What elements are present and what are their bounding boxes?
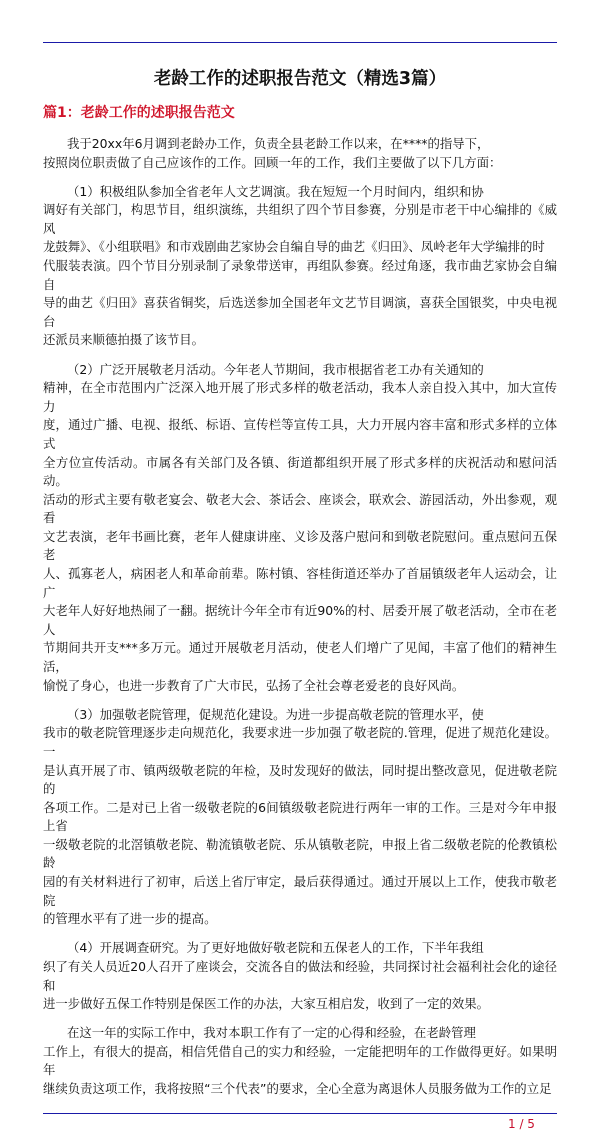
- paragraph-line: 园的有关材料进行了初审，后送上省厅审定，最后获得通过。通过开展以上工作，使我市敬老院: [43, 874, 557, 908]
- paragraph-line: 活动的形式主要有敬老宴会、敬老大会、茶话会、座谈会，联欢会、游园活动，外出参观，观看: [43, 491, 557, 526]
- footer-rule: [43, 1113, 557, 1114]
- paragraph-line: 愉悦了身心，也进一步教育了广大市民，弘扬了全社会尊老爱老的良好风尚。: [43, 677, 465, 693]
- paragraph-line: （1）积极组队参加全省老年人文艺调演。我在短短一个月时间内，组织和协: [67, 183, 484, 199]
- document-body: [43, 135, 557, 1099]
- paragraph-line: 代服装表演。四个节目分别录制了录象带送审，再组队参赛。经过角逐，我市曲艺家协会自编自: [43, 258, 557, 292]
- header-rule: [43, 42, 557, 43]
- paragraph-line: （3）加强敬老院管理，促规范化建设。为进一步提高敬老院的管理水平，使: [67, 706, 484, 722]
- paragraph-line: 一级敬老院的北滘镇敬老院、勒流镇敬老院、乐从镇敬老院，申报上省二级敬老院的伦教镇松龄: [43, 836, 557, 871]
- page-number: 1 / 5: [508, 1116, 535, 1131]
- paragraph-line: 按照岗位职责做了自己应该作的工作。回顾一年的工作，我们主要做了以下几方面：: [43, 154, 502, 170]
- paragraph-line: （2）广泛开展敬老月活动。今年老人节期间，我市根据省老工办有关通知的: [67, 361, 484, 377]
- paragraph: [43, 361, 557, 696]
- paragraph: [43, 706, 557, 929]
- paragraph-line: 节期间共开支***多万元。通过开展敬老月活动，使老人们增广了见闻，丰富了他们的精神生活，: [43, 640, 557, 675]
- paragraph-line: 全方位宣传活动。市属各有关部门及各镇、街道都组织开展了形式多样的庆祝活动和慰问活动。: [43, 454, 557, 489]
- paragraph-line: 度，通过广播、电视、报纸、标语、宣传栏等宣传工具，大力开展内容丰富和形式多样的立体式: [43, 417, 557, 451]
- paragraph-line: 人、孤寡老人，病困老人和革命前辈。陈村镇、容桂街道还举办了首届镇级老年人运动会，让广: [43, 566, 557, 600]
- paragraph-line: 继续负责这项工作，我将按照“三个代表”的要求，全心全意为离退休人员服务做为工作的立足: [43, 1081, 552, 1096]
- paragraph-line: 织了有关人员近20人召开了座谈会，交流各自的做法和经验，共同探讨社会福利社会化的途径和: [43, 958, 557, 993]
- paragraph-line: 导的曲艺《归田》喜获省铜奖，后选送参加全国老年文艺节目调演，喜获全国银奖，中央电视台: [43, 295, 557, 329]
- paragraph-line: 调好有关部门，构思节目，组织演练，共组织了四个节目参赛，分别是市老干中心编排的《威风: [43, 202, 557, 236]
- paragraph-line: 各项工作。二是对已上省一级敬老院的6间镇级敬老院进行两年一审的工作。三是对今年申报上省: [43, 799, 557, 834]
- paragraph-line: （4）开展调查研究。为了更好地做好敬老院和五保老人的工作，下半年我组: [67, 940, 484, 956]
- paragraph-line: 文艺表演，老年书画比赛，老年人健康讲座、义诊及落户慰问和到敬老院慰问。重点慰问五保老: [43, 528, 557, 563]
- paragraph-line: 是认真开展了市、镇两级敬老院的年检，及时发现好的做法，同时提出整改意见，促进敬老院的: [43, 762, 557, 797]
- paragraph: [43, 1024, 557, 1098]
- paragraph-line: 的管理水平有了进一步的提高。: [43, 911, 217, 927]
- paragraph-line: 在这一年的实际工作中，我对本职工作有了一定的心得和经验，在老龄管理: [67, 1025, 476, 1041]
- paragraph-line: 进一步做好五保工作特别是保医工作的办法，大家互相启发，收到了一定的效果。: [43, 996, 490, 1012]
- document-title: 老龄工作的述职报告范文（精选3篇）: [153, 69, 447, 89]
- paragraph: [43, 183, 557, 350]
- document-page: [43, 0, 557, 1144]
- paragraph-line: 还派员来顺德拍摄了该节目。: [43, 332, 205, 348]
- paragraph: [43, 939, 557, 1013]
- paragraph-line: 工作上，有很大的提高，相信凭借自己的实力和经验，一定能把明年的工作做得更好。如果明年: [43, 1043, 557, 1078]
- section-heading: 篇1：老龄工作的述职报告范文: [43, 105, 235, 121]
- paragraph-line: 龙鼓舞》、《小组联唱》和市戏剧曲艺家协会自编自导的曲艺《归田》、凤岭老年大学编排的时: [43, 239, 545, 255]
- paragraph-line: 精神，在全市范围内广泛深入地开展了形式多样的敬老活动，我本人亲自投入其中，加大宣传力: [43, 380, 557, 414]
- paragraph-line: 大老年人好好地热闹了一翻。据统计今年全市有近90%的村、居委开展了敬老活动，全市在老人: [43, 603, 557, 637]
- paragraph: [43, 135, 557, 172]
- paragraph-line: 我于20xx年6月调到老龄办工作，负责全县老龄工作以来，在****的指导下，: [67, 136, 490, 151]
- paragraph-line: 我市的敬老院管理逐步走向规范化，我要求进一步加强了敬老院的.管理，促进了规范化建设。一: [43, 725, 557, 759]
